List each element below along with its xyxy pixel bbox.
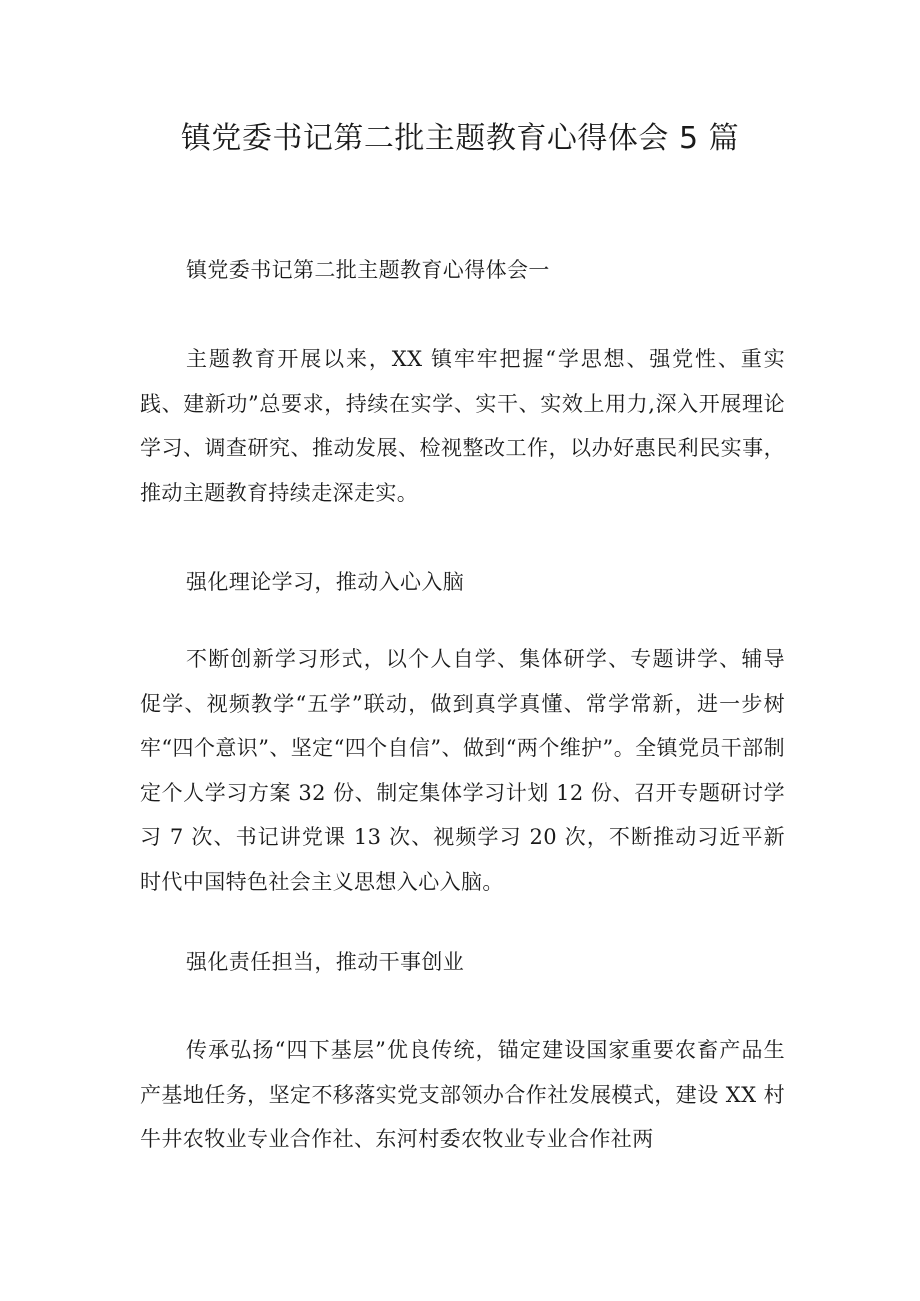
intro-paragraph: 主题教育开展以来，XX 镇牢牢把握“学思想、强党性、重实践、建新功”总要求，持续在实学、实干、实效上用力,深入开展理论学习、调查研究、推动发展、检视整改工作，以办好惠民利民实事，推动主题教育持续走深走实。 <box>140 347 785 505</box>
section-heading-theory-study: 强化理论学习，推动入心入脑 <box>186 570 465 594</box>
document-title: 镇党委书记第二批主题教育心得体会 5 篇 <box>180 121 740 156</box>
section-heading-responsibility: 强化责任担当，推动干事创业 <box>186 950 465 974</box>
section-title: 镇党委书记第二批主题教育心得体会一 <box>186 258 550 282</box>
paragraph-theory-study: 不断创新学习形式，以个人自学、集体研学、专题讲学、辅导促学、视频教学“五学”联动，做到真学真懂、常学常新，进一步树牢“四个意识”、坚定“四个自信”、做到“两个维护”。全镇党员干部制定个人学习方案 32 份、制定集体学习计划 12 份、召开专题研讨学习 7 次、书记讲党课 13 次、视频学习 20 次，不断推动习近平新时代中国特色社会主义思想入心入脑。 <box>140 647 785 894</box>
paragraph-responsibility: 传承弘扬“四下基层”优良传统，锚定建设国家重要农畜产品生产基地任务，坚定不移落实党支部领办合作社发展模式，建设 XX 村牛井农牧业专业合作社、东河村委农牧业专业合作社两 <box>140 1038 785 1151</box>
